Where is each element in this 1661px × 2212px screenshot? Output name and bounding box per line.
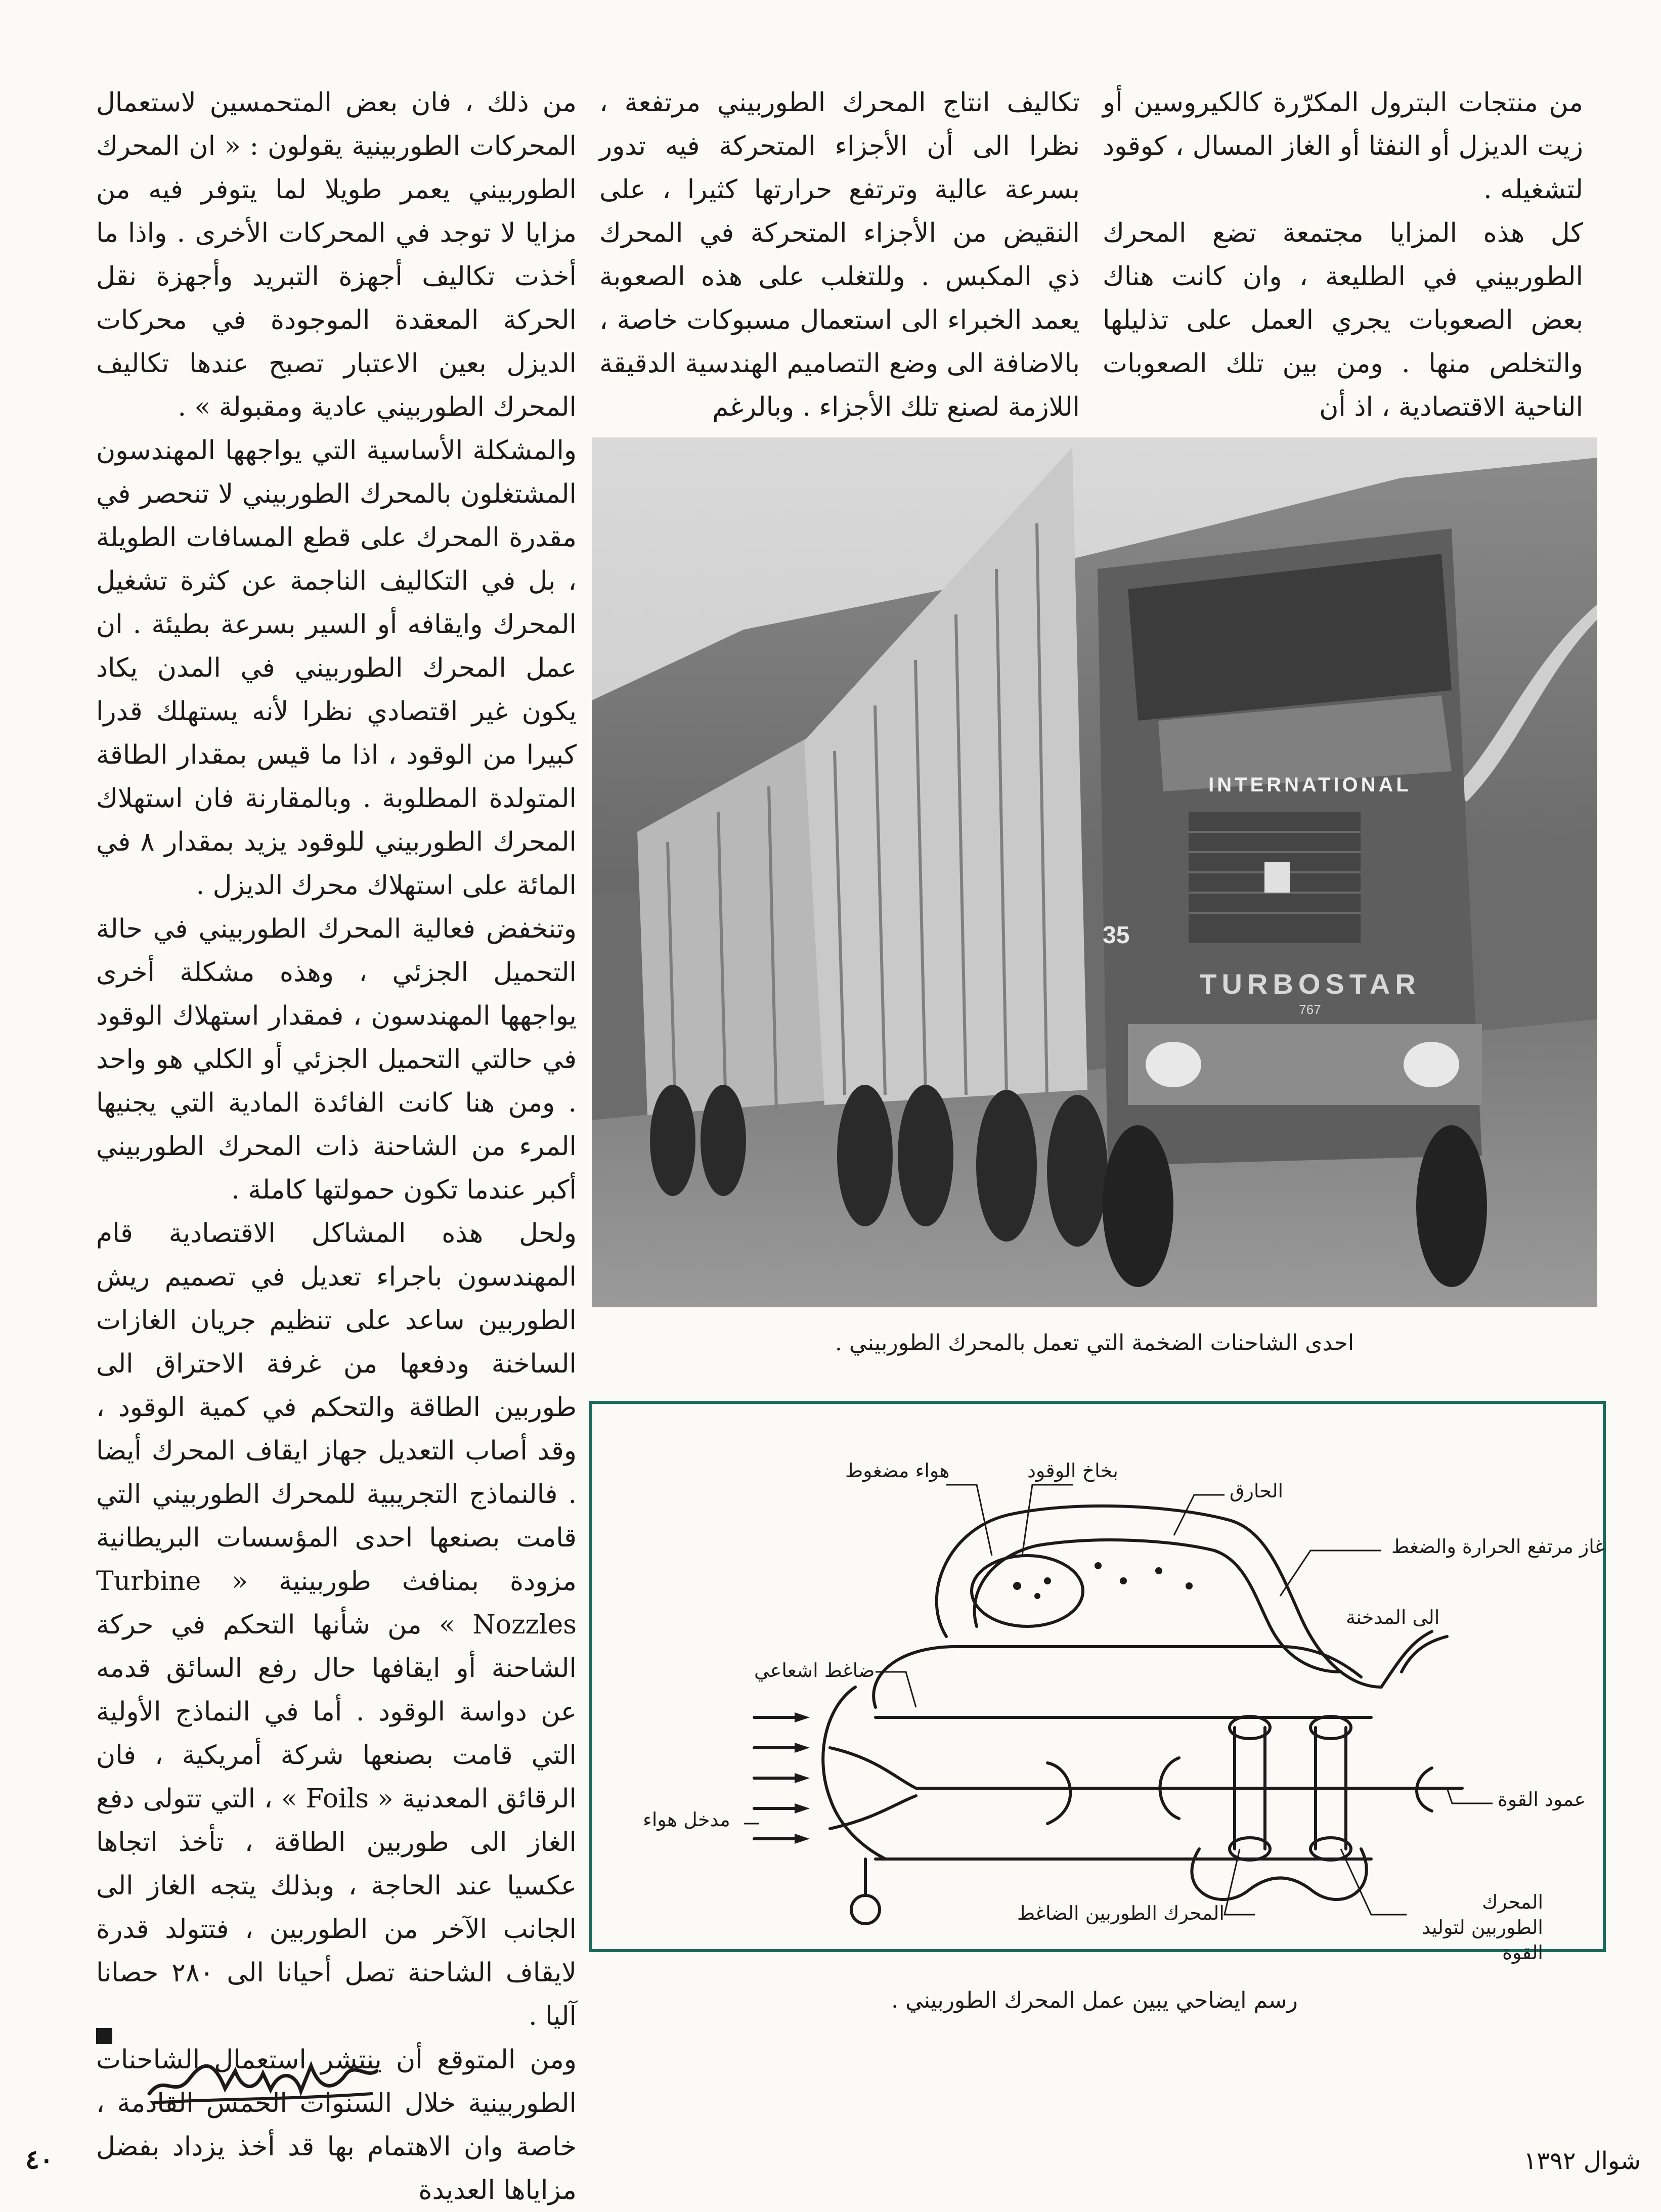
turbine-diagram [589,1401,1606,1964]
label-power-turbine: المحرك الطوربين لتوليد القوة [1421,1891,1543,1964]
label-radial-compressor: ضاغط اشعاعي [754,1659,875,1682]
label-compressed-air: هواء مضغوط [845,1459,950,1482]
label-hot-gas: غاز مرتفع الحرارة والضغط [1391,1535,1605,1558]
label-combustor: الحارق [1230,1480,1284,1502]
paragraph: والمشكلة الأساسية التي يواجهها المهندسون المشتغلون بالمحرك الطوربيني لا تنحصر في مقدرة المحرك على قطع المسافات الطويلة ، بل في التكاليف الناجمة عن كثرة تشغيل المحرك وايقافه أو السير بسرعة بطيئة . ان عمل المحرك الطوربيني في المدن يكاد يكون غير اقتصادي نظرا لأنه يستهلك قدرا كبيرا من الوقود ، اذا ما قيس بمقدار الطاقة المتولدة المطلوبة . وبالمقارنة فان استهلاك المحرك الطوربيني للوقود يزيد بمقدار ٨ في المائة على استهلاك محرك الديزل . [96,435,577,901]
paragraph: من منتجات البترول المكرّرة كالكيروسين أو زيت الديزل أو النفثا أو الغاز المسال ، كوقود لتشغيله . [1103,87,1583,205]
truck-brand-text: INTERNATIONAL [1208,774,1412,796]
label-to-exhaust: الى المدخنة [1346,1606,1440,1628]
truck-model-text: TURBOSTAR [1199,968,1421,1000]
label-fuel-nozzle: بخاخ الوقود [1027,1459,1118,1482]
author-signature [134,2043,387,2109]
paragraph: تكاليف انتاج المحرك الطوربيني مرتفعة ، نظرا الى أن الأجزاء المتحركة فيه تدور بسرعة عالية وترتفع حرارتها كثيرا ، على النقيض من الأجزاء المتحركة في المحرك ذي المكبس . وللتغلب على هذه الصعوبة يعمد الخبراء الى استعمال مسبوكات خاصة ، بالاضافة الى وضع التصاميم الهندسية الدقيقة اللازمة لصنع تلك الأجزاء . وبالرغم [599,87,1080,422]
issue-date: شوال ١٣٩٢ [1523,2147,1641,2175]
truck-photo [592,437,1597,1307]
paragraph: ولحل هذه المشاكل الاقتصادية قام المهندسون باجراء تعديل في تصميم ريش الطوربين ساعد على تنظيم جريان الغازات الساخنة ودفعها من غرفة الاحتراق الى طوربين الطاقة والتحكم في كمية الوقود ، وقد أصاب التعديل جهاز ايقاف المحرك أيضا . فالنماذج التجريبية للمحرك الطوربيني التي قامت بصنعها احدى المؤسسات البريطانية مزودة بمنافث طوربينية « Turbine Nozzles » من شأنها التحكم في حركة الشاحنة أو ايقافها حال رفع السائق قدمه عن دواسة الوقود . أما في النماذج الأولية التي قامت بصنعها شركة أمريكية ، فان الرقائق المعدنية « Foils » ، التي تتولى دفع الغاز الى طوربين الطاقة ، تأخذ اتجاها عكسيا عند الحاجة ، وبذلك يتجه الغاز الى الجانب الآخر من الطوربين ، فتتولد قدرة لايقاف الشاحنة تصل أحيانا الى ٢٨٠ حصانا آليا . [96,1218,577,2031]
turbine-diagram-drawing [592,1404,1604,1950]
photo-caption: احدى الشاحنات الضخمة التي تعمل بالمحرك الطوربيني . [835,1330,1354,1356]
diagram-caption: رسم ايضاحي يبين عمل المحرك الطوربيني . [891,1987,1298,2013]
truck-fleet-number: 35 [1103,922,1130,949]
article-column-middle [599,81,1080,429]
paragraph: ومن المتوقع أن ينتشر استعمال الشاحنات الطوربينية خلال السنوات الخمس القادمة ، خاصة وان الاهتمام بها قد أخذ يزداد بفضل مزاياها العديدة [96,2045,577,2205]
paragraph: من ذلك ، فان بعض المتحمسين لاستعمال المحركات الطوربينية يقولون : « ان المحرك الطوربيني يعمر طويلا لما يتوفر فيه من مزايا لا توجد في المحركات الأخرى . واذا ما أخذت تكاليف أجهزة التبريد وأجهزة نقل الحركة المعقدة الموجودة في محركات الديزل بعين الاعتبار تصبح عندها تكاليف المحرك الطوربيني عادية ومقبولة » . [96,87,577,422]
article-column-right [1103,81,1583,429]
end-of-article-mark [96,2028,112,2044]
truck-model-sub-text: 767 [1299,1002,1321,1017]
label-air-inlet: مدخل هواء [643,1808,730,1831]
paragraph: كل هذه المزايا مجتمعة تضع المحرك الطوربيني في الطليعة ، وان كانت هناك بعض الصعوبات يجري العمل على تذليلها والتخلص منها . ومن بين تلك الصعوبات الناحية الاقتصادية ، اذ أن [1103,218,1583,422]
label-power-shaft: عمود القوة [1498,1788,1586,1810]
page-number: ٤٠ [25,2144,54,2175]
brand-emblem [1264,862,1290,893]
label-compressor-turbine: المحرك الطوربين الضاغط [1017,1902,1225,1924]
article-column-left [96,81,577,2212]
paragraph: وتنخفض فعالية المحرك الطوربيني في حالة التحميل الجزئي ، وهذه مشكلة أخرى يواجهها المهندسون ، فمقدار استهلاك الوقود في حالتي التحميل الجزئي أو الكلي هو واحد . ومن هنا كانت الفائدة المادية التي يجنيها المرء من الشاحنة ذات المحرك الطوربيني أكبر عندما تكون حمولتها كاملة . [96,914,577,1205]
